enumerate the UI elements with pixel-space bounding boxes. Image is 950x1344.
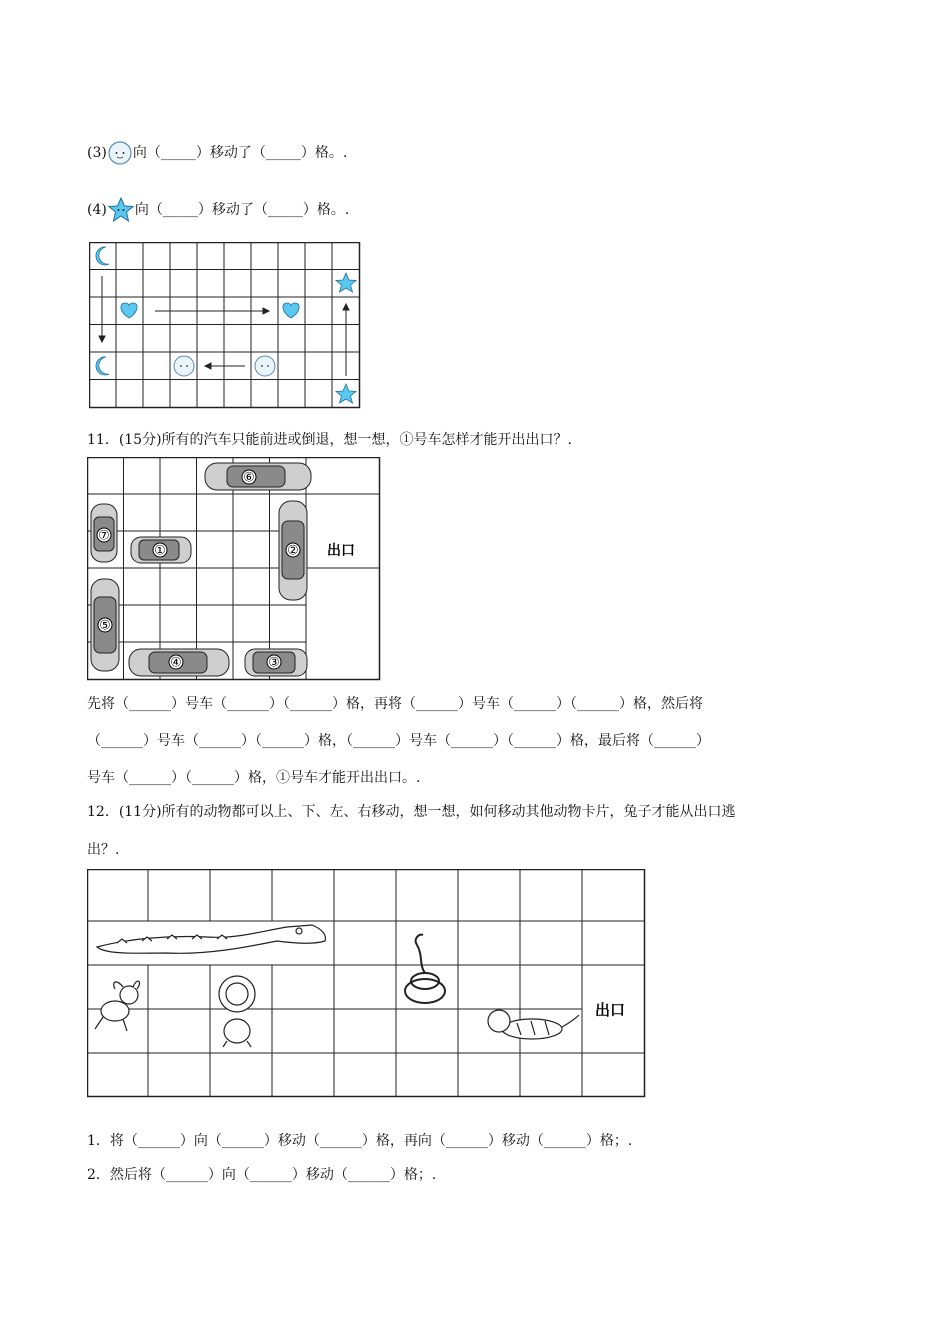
car-5-label: ⑤: [99, 618, 111, 634]
q11-answer-line-2: （______）号车（______）（______）格，（______）号车（______）（______）格，最后将（______）: [87, 733, 710, 749]
car-6-label: ⑥: [243, 470, 255, 486]
moon-icon: [96, 247, 109, 265]
q11-answer-line-3: 号车（______）（______）格，①号车才能开出出口。.: [87, 770, 421, 786]
star-face-icon: [107, 196, 135, 224]
car-7-label: ⑦: [98, 528, 110, 544]
lion-icon: [219, 976, 255, 1047]
tiger-icon: [488, 1010, 579, 1039]
q10-line3-text: 向（_____）移动了（_____）格。.: [132, 145, 348, 161]
q11-title: 11．(15分)所有的汽车只能前进或倒退，想一想，①号车怎样才能开出出口？.: [87, 432, 573, 448]
rabbit-icon: [95, 981, 140, 1031]
q11-parking-figure: [87, 457, 383, 683]
q12-animals-figure: [87, 869, 647, 1101]
q10-line4-prefix: (4): [87, 202, 107, 218]
crocodile-icon: [97, 925, 325, 953]
q11-answer-line-1: 先将（______）号车（______）（______）格，再将（______）号车（______）（______）格，然后将: [87, 696, 703, 712]
moon-face-icon: [107, 140, 133, 166]
car-3-label: ③: [268, 655, 280, 671]
moon-icon: [96, 357, 109, 375]
q10-grid-figure: [89, 242, 365, 414]
heart-icon: [121, 303, 137, 318]
q12-answer-2: 2．然后将（______）向（______）移动（______）格；.: [87, 1167, 437, 1183]
q12-answer-1: 1．将（______）向（______）移动（______）格，再向（______）移动（______）格；.: [87, 1133, 633, 1149]
car-6: [205, 463, 311, 490]
q10-line4-text: 向（_____）移动了（_____）格。.: [134, 202, 350, 218]
car-4-label: ④: [170, 655, 182, 671]
car-2-label: ②: [287, 543, 299, 559]
snake-icon: [405, 935, 445, 1003]
q11-exit-label: 出口: [327, 543, 355, 559]
q10-line-4: [87, 196, 349, 224]
car-1-label: ①: [154, 543, 166, 559]
q12-title-line-2: 出？.: [87, 842, 120, 858]
q10-line-3: [87, 140, 347, 166]
q12-title-line-1: 12．(11分)所有的动物都可以上、下、左、右移动，想一想，如何移动其他动物卡片，兔子才能从出口逃: [87, 804, 736, 820]
heart-icon: [283, 303, 299, 318]
q12-exit-label: 出口: [595, 1001, 626, 1019]
q10-line3-prefix: (3): [87, 145, 107, 161]
